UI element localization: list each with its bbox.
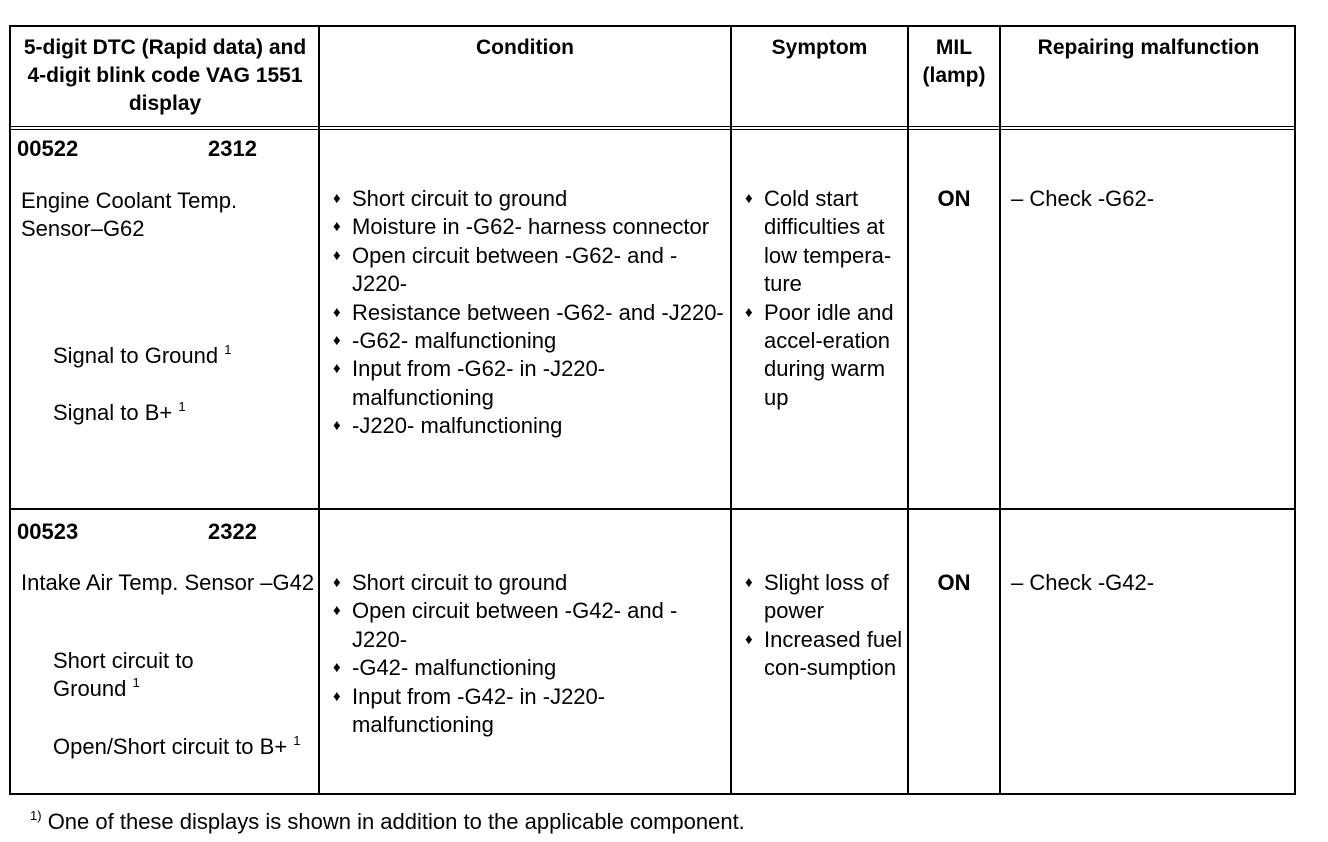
condition-item: ♦ -J220- malfunctioning: [327, 412, 725, 440]
component-name: Engine Coolant Temp. Sensor–G62: [21, 188, 238, 241]
header-condition: [320, 34, 730, 62]
header-mil-label: MIL (lamp): [922, 36, 986, 87]
header-repair-label: Repairing malfunction: [1037, 36, 1260, 59]
footnote-ref: 1: [178, 399, 186, 414]
condition-item: ♦ Short circuit to ground: [327, 569, 725, 597]
header-dtc-label: 5-digit DTC (Rapid data) and 4-digit blink code VAG 1551 display: [23, 36, 307, 115]
condition-item: ♦ Input from -G42- in -J220- malfunctioning: [327, 683, 725, 740]
symptom-list: [739, 185, 907, 412]
condition-list: [327, 185, 725, 441]
footnote-ref: 1: [293, 733, 301, 748]
mil-status: ON: [937, 570, 971, 595]
header-divider: [11, 126, 1294, 130]
sub-display: [53, 342, 313, 370]
header-condition-label: Condition: [476, 36, 574, 59]
component-name: Intake Air Temp. Sensor –G42: [21, 570, 315, 595]
sub-display-text: Open/Short circuit to B+: [53, 734, 288, 759]
sub-display: [53, 399, 313, 427]
condition-item: ♦ -G42- malfunctioning: [327, 654, 725, 682]
dtc-table: [9, 25, 1296, 795]
header-repair: [1001, 34, 1296, 62]
symptom-list: [739, 569, 907, 683]
symptom-item: ♦ Poor idle and accel-eration during warm up: [739, 299, 907, 413]
column-divider: [318, 27, 320, 793]
symptom-item: ♦ Cold start difficulties at low tempera-ture: [739, 185, 907, 299]
column-divider: [907, 27, 909, 793]
dtc-code: 00523: [17, 519, 79, 544]
condition-item: ♦ Resistance between -G62- and -J220-: [327, 299, 725, 327]
footnote-text: One of these displays is shown in addition to the applicable component.: [47, 809, 745, 834]
blink-code: 2322: [208, 519, 257, 544]
condition-item: ♦ -G62- malfunctioning: [327, 327, 725, 355]
blink-code: 2312: [208, 136, 257, 161]
condition-item: ♦ Open circuit between -G62- and -J220-: [327, 242, 725, 299]
condition-item: ♦ Short circuit to ground: [327, 185, 725, 213]
symptom-item: ♦ Slight loss of power: [739, 569, 907, 626]
footnote-marker: 1): [30, 808, 42, 823]
header-dtc: [15, 34, 315, 118]
sub-display: [53, 647, 253, 703]
sub-display-text: Signal to Ground: [53, 343, 219, 368]
condition-item: ♦ Moisture in -G62- harness connector: [327, 213, 725, 241]
sub-display: [53, 733, 313, 761]
footnote: [30, 808, 745, 836]
symptom-item: ♦ Increased fuel con-sumption: [739, 626, 907, 683]
sub-display-text: Signal to B+: [53, 400, 173, 425]
condition-item: ♦ Input from -G62- in -J220- malfunctioning: [327, 355, 725, 412]
repair-step: – Check -G62-: [1011, 186, 1155, 211]
condition-item: ♦ Open circuit between -G42- and -J220-: [327, 597, 725, 654]
column-divider: [999, 27, 1001, 793]
column-divider: [730, 27, 732, 793]
repair-step: – Check -G42-: [1011, 570, 1155, 595]
footnote-ref: 1: [224, 342, 232, 357]
condition-list: [327, 569, 725, 739]
row-divider: [11, 508, 1294, 510]
header-symptom-label: Symptom: [771, 36, 868, 59]
header-mil: [909, 34, 999, 90]
header-symptom: [732, 34, 907, 62]
mil-status: ON: [937, 186, 971, 211]
footnote-ref: 1: [132, 675, 140, 690]
sub-display-text: Short circuit to Ground: [53, 648, 194, 701]
dtc-code: 00522: [17, 136, 79, 161]
